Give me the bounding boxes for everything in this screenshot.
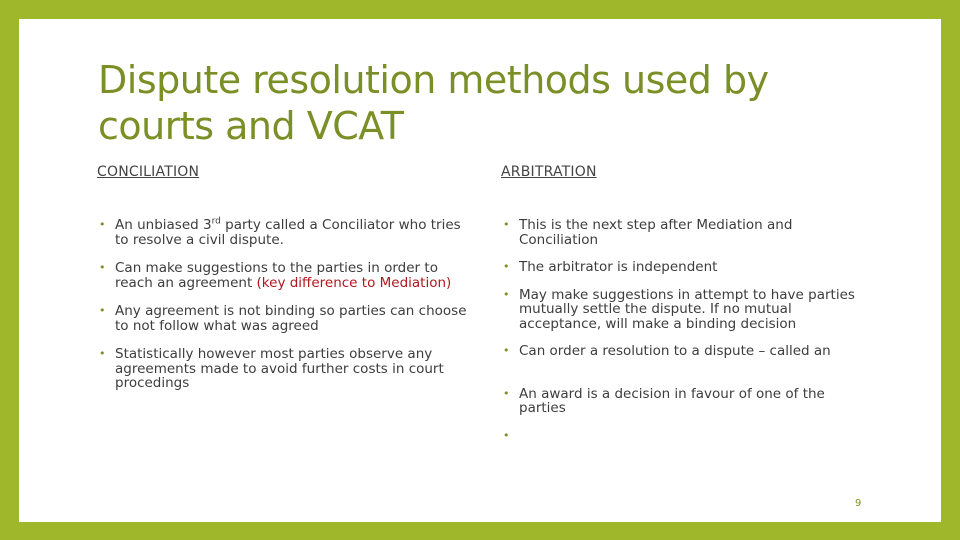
- bullet-text: This is the next step after Mediation and Conciliation: [519, 217, 793, 248]
- bullet-text: Any agreement is not binding so parties can choose to not follow what was agreed: [115, 303, 467, 334]
- conciliation-heading: CONCILIATION: [97, 164, 200, 180]
- list-item: [97, 347, 467, 391]
- bullet-text: Statistically however most parties observe any agreements made to avoid further costs in court procedings: [115, 346, 444, 391]
- arbitration-column: [501, 164, 871, 457]
- list-item: [97, 304, 467, 333]
- bullet-text: Can order a resolution to a dispute – called an: [519, 343, 831, 359]
- key-difference-highlight: (key difference to Mediation): [256, 274, 452, 291]
- conciliation-column: [97, 164, 467, 405]
- arbitration-list: [501, 218, 871, 443]
- list-item: [501, 429, 871, 444]
- bullet-text: The arbitrator is independent: [519, 259, 718, 275]
- list-item: [97, 261, 467, 290]
- slide-title: Dispute resolution methods used by courts and VCAT: [98, 58, 769, 148]
- ordinal-suffix: rd: [211, 216, 221, 227]
- list-item: [501, 344, 871, 359]
- bullet-text: party called a Conciliator who tries to resolve a civil dispute.: [115, 217, 461, 248]
- list-item: [501, 387, 871, 416]
- bullet-text: An unbiased 3: [115, 217, 212, 233]
- slide-canvas: [19, 19, 941, 522]
- bullet-text: Can make suggestions to the parties in order to reach an agreement: [115, 260, 438, 291]
- list-item: [501, 260, 871, 275]
- page-number: 9: [855, 498, 862, 509]
- conciliation-list: [97, 218, 467, 391]
- list-item: [501, 218, 871, 247]
- arbitration-heading: ARBITRATION: [501, 164, 597, 180]
- bullet-text: May make suggestions in attempt to have parties mutually settle the dispute. If no mutual acceptance, will make a binding decision: [519, 286, 855, 332]
- list-item: [501, 288, 871, 332]
- bullet-text: An award is a decision in favour of one of the parties: [519, 385, 825, 416]
- list-item: [97, 218, 467, 247]
